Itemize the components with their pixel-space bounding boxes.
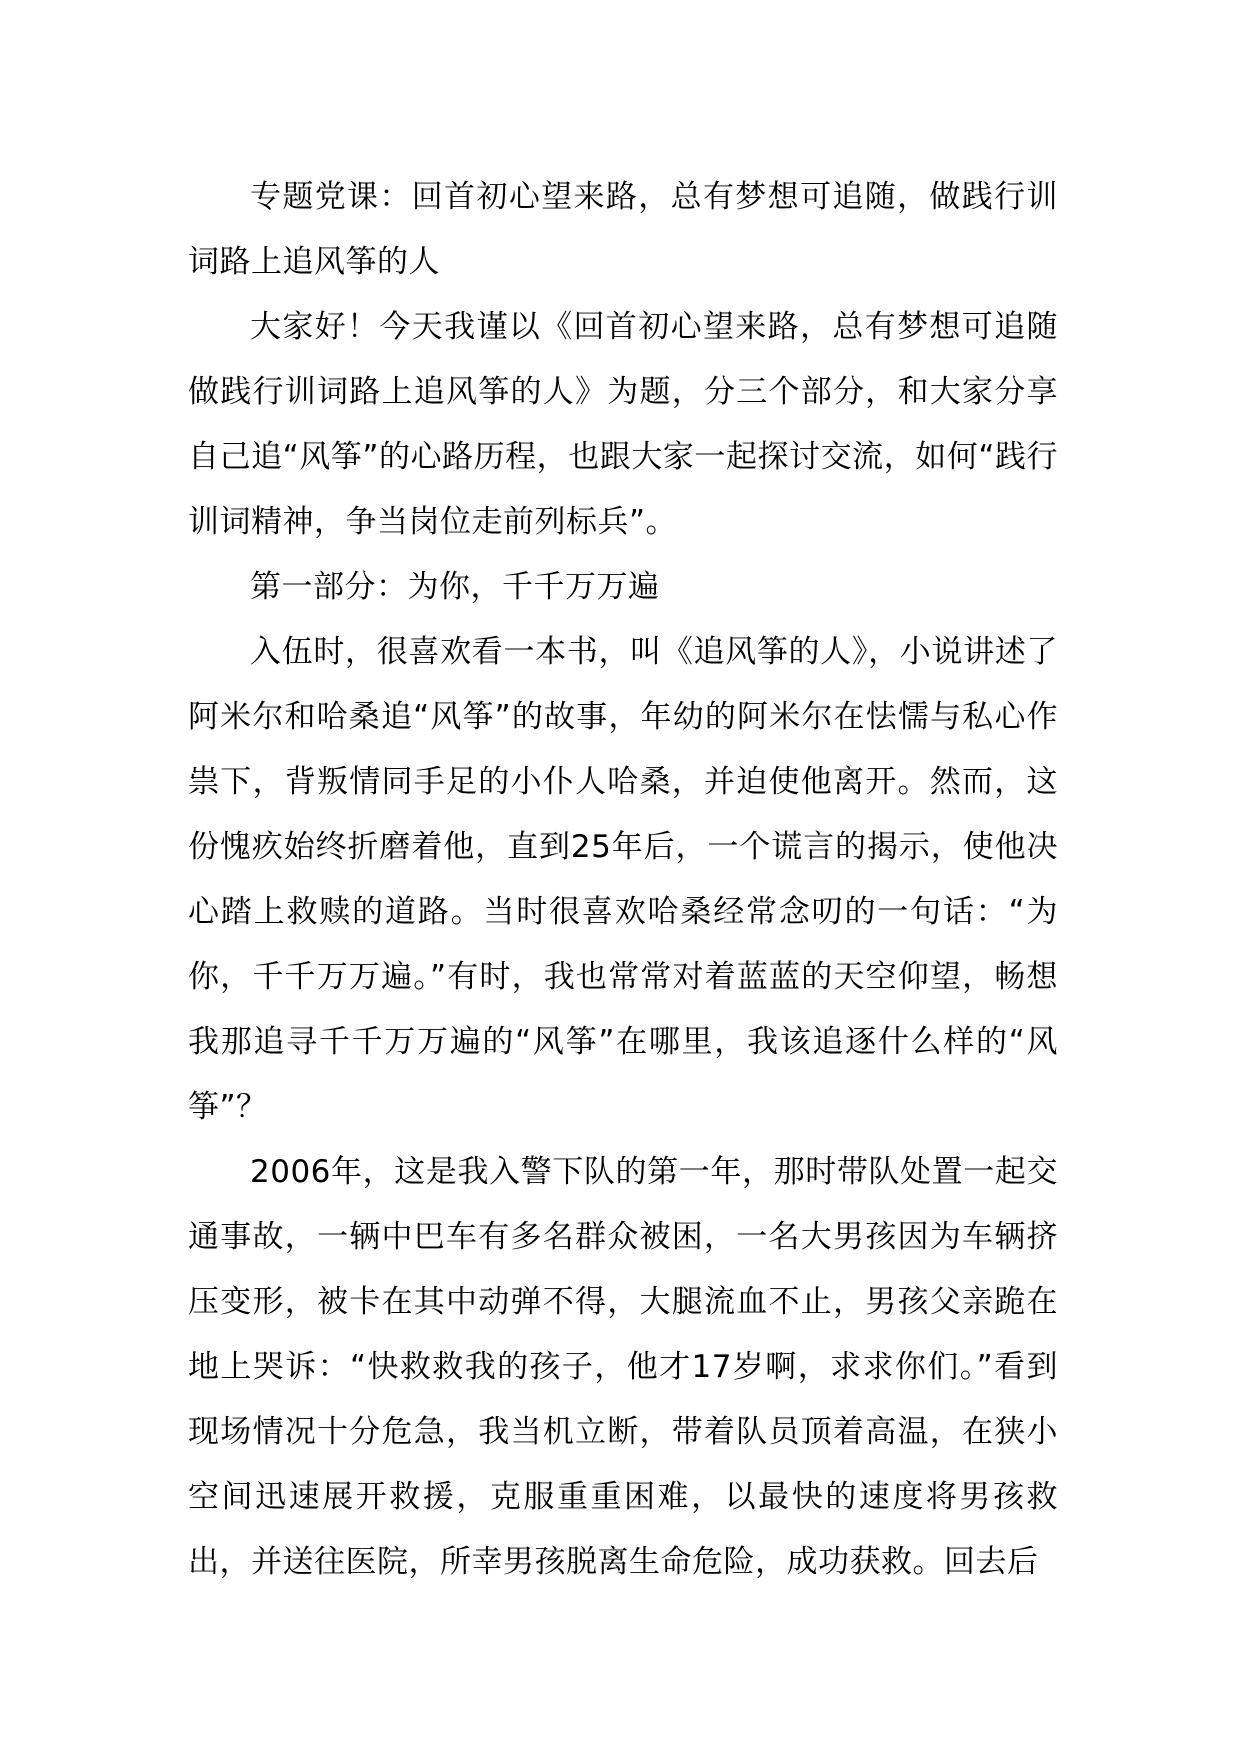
- paragraph-story: 入伍时，很喜欢看一本书，叫《追风筝的人》，小说讲述了阿米尔和哈桑追“风筝”的故事，年幼的阿米尔在怯懦与私心作祟下，背叛情同手足的小仆人哈桑，并迫使他离开。然而，这份愧疚始终折磨着他，直到25年后，一个谎言的揭示，使他决心踏上救赎的道路。当时很喜欢哈桑经常念叨的一句话：“为你，千千万万遍。”有时，我也常常对着蓝蓝的天空仰望，畅想我那追寻千千万万遍的“风筝”在哪里，我该追逐什么样的“风筝”？: [188, 634, 1058, 1125]
- document-page: [188, 165, 1058, 1595]
- document-title: 专题党课：回首初心望来路，总有梦想可追随，做践行训词路上追风筝的人: [188, 179, 1058, 280]
- paragraph-greeting: 大家好！今天我谨以《回首初心望来路，总有梦想可追随做践行训词路上追风筝的人》为题，分三个部分，和大家分享自己追“风筝”的心路历程，也跟大家一起探讨交流，如何“践行训词精神，争当岗位走前列标兵”。: [188, 309, 1058, 540]
- section-heading: 第一部分：为你，千千万万遍: [250, 569, 660, 605]
- paragraph-2006: 2006年，这是我入警下队的第一年，那时带队处置一起交通事故，一辆中巴车有多名群众被困，一名大男孩因为车辆挤压变形，被卡在其中动弹不得，大腿流血不止，男孩父亲跪在地上哭诉：“快救救我的孩子，他才17岁啊，求求你们。”看到现场情况十分危急，我当机立断，带着队员顶着高温，在狭小空间迅速展开救援，克服重重困难，以最快的速度将男孩救出，并送往医院，所幸男孩脱离生命危险，成功获救。回去后: [188, 1154, 1058, 1580]
